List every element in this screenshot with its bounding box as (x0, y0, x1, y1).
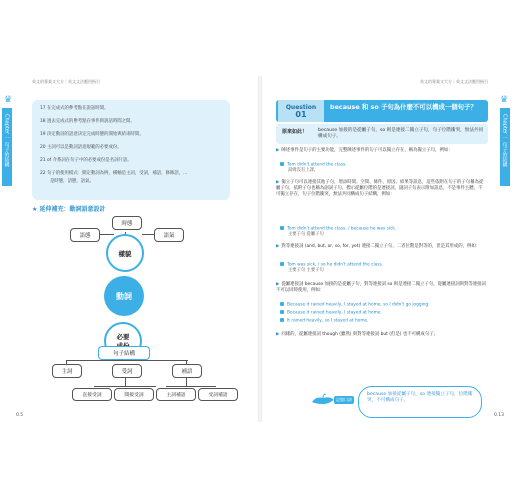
object-node: 受詞 (112, 364, 142, 378)
note-line: 22 句子的使用模式：開定動詞為例，橫軸是主詞，受詞，補語，修飾語，… (40, 171, 188, 176)
verb-node: 動詞 (104, 276, 144, 316)
indirect-object-node: 間接受詞 (114, 388, 154, 401)
paragraph: ▶ 從屬連接詞 because 加接的是從屬子句，對等連接詞 so 則是連接二獨立子句，從屬連接詞與對等連接詞不可以同時使用，例如： (276, 282, 486, 293)
question-title: because 和 so 子句為什麼不可以構成一個句子？ (330, 103, 477, 111)
subject-node: 主詞 (52, 364, 82, 378)
example-icon (280, 310, 284, 314)
crown-icon: ♛ (4, 95, 13, 105)
example: It rained heavily, so I stayed at home. (280, 318, 486, 324)
paragraph: ▶ 獨立子句可以連接其他子句，增添時間、空間、條件、原因、結果等訊息，這些依附在句子的子句稱為從屬子句，依附子句也稱為副詞子句，標示從屬位階的是連接詞，副詞子句表示附加訊息，不是事件主體，不可獨立存在，句子位階衝突，無法共同構成句子結構，例如： (276, 180, 484, 197)
tense-node: 時態 (112, 216, 142, 230)
left-page (3, 76, 258, 422)
example: Tom was sick, / so he didn't attend the class. 主要子句 主要子句 (280, 262, 486, 274)
example-icon (280, 262, 284, 266)
note-line: 19 決定動詞的語意決定完成時態的開始與結束時間。 (40, 132, 144, 137)
paragraph: ▶ 同樣的，從屬連接詞 though (雖然) 與對等連接詞 but (但是) 也不可構成句子。 (276, 332, 439, 337)
essential-node: 必要 (104, 322, 142, 360)
mindmap-title: ★ 延伸補充：動詞語意設計 (32, 206, 106, 213)
example: Because it rained heavily, I stayed at home, so I didn't go jogging. (280, 302, 486, 308)
mood-node: 語氣 (154, 228, 184, 242)
crown-icon: ♛ (500, 95, 509, 105)
page-number: 0.5 (16, 413, 24, 418)
object-complement-node: 受詞補語 (198, 388, 238, 401)
verb-mindmap (14, 76, 258, 422)
page-number: 0.13 (493, 413, 504, 418)
chapter-tab: Chapter 一 句子的結構 (2, 108, 12, 186)
structure-node: 句子結構 (98, 346, 150, 360)
tip-label: 記憶口訣 (336, 397, 352, 402)
tip-bubble: because 加接從屬子句，so 連接獨立子句，位階衝突，不可構成句子。 (358, 386, 482, 418)
question-header (276, 100, 488, 122)
running-head: 英文的專業又大方｜英文文法應用指引 (420, 79, 488, 84)
paragraph: ▶ 陳述事件是句子的主要功能，完整陳述事件的句子可以獨立存在，稱為獨立子句，例如： (276, 148, 453, 153)
answer-text: because 加接的是從屬子句，so 則是連接二獨立子句，句子位階衝突，無法共同構成句子。 (318, 128, 484, 139)
example-icon (280, 302, 284, 306)
chapter-tab: Chapter 一 句子的結構 (500, 108, 510, 186)
note-line: 17 在完成式的參考點在說話時間。 (40, 106, 109, 111)
paragraph: ▶ 對等連接詞 (and, but, or, so, for, yet) 連接二獨立子句，二者位階是對等的，但是其形成的，例如： (276, 244, 481, 249)
right-page (262, 76, 509, 422)
running-head: 英文的專業又大方｜英文文法應用指引 (32, 79, 100, 84)
example-icon (280, 162, 284, 166)
example: Tom didn't attend the class, / because he was sick. 主要子句 從屬子句 (280, 226, 486, 238)
subject-complement-node: 主詞補語 (156, 388, 196, 401)
note-line: 21 of 介系詞在句子中的必要成份是名詞片語。 (40, 158, 132, 163)
note-line: 20 主詞可以是動詞語意規範的必要成份。 (40, 145, 122, 150)
direct-object-node: 直接受詞 (72, 388, 112, 401)
inflection-node: 樣貌 (106, 234, 144, 272)
question-label: Question 01 (278, 100, 324, 122)
answer-box (276, 124, 488, 144)
note-line: 18 過去完成式的參考點在事件與說話時間之間。 (40, 119, 135, 124)
example: Because it rained heavily, I stayed at home. (280, 310, 486, 316)
voice-node: 語態 (70, 228, 100, 242)
magic-lamp-icon (310, 392, 336, 406)
example-icon (280, 226, 284, 230)
answer-lead: 原來如此！ (282, 129, 308, 135)
example-icon (280, 318, 284, 322)
complement-node: 補語 (172, 364, 202, 378)
example: Tom didn't attend the class. 湯姆沒有上課。 (280, 162, 486, 174)
note-line: 是時態，語態，語氣。 (50, 179, 94, 184)
